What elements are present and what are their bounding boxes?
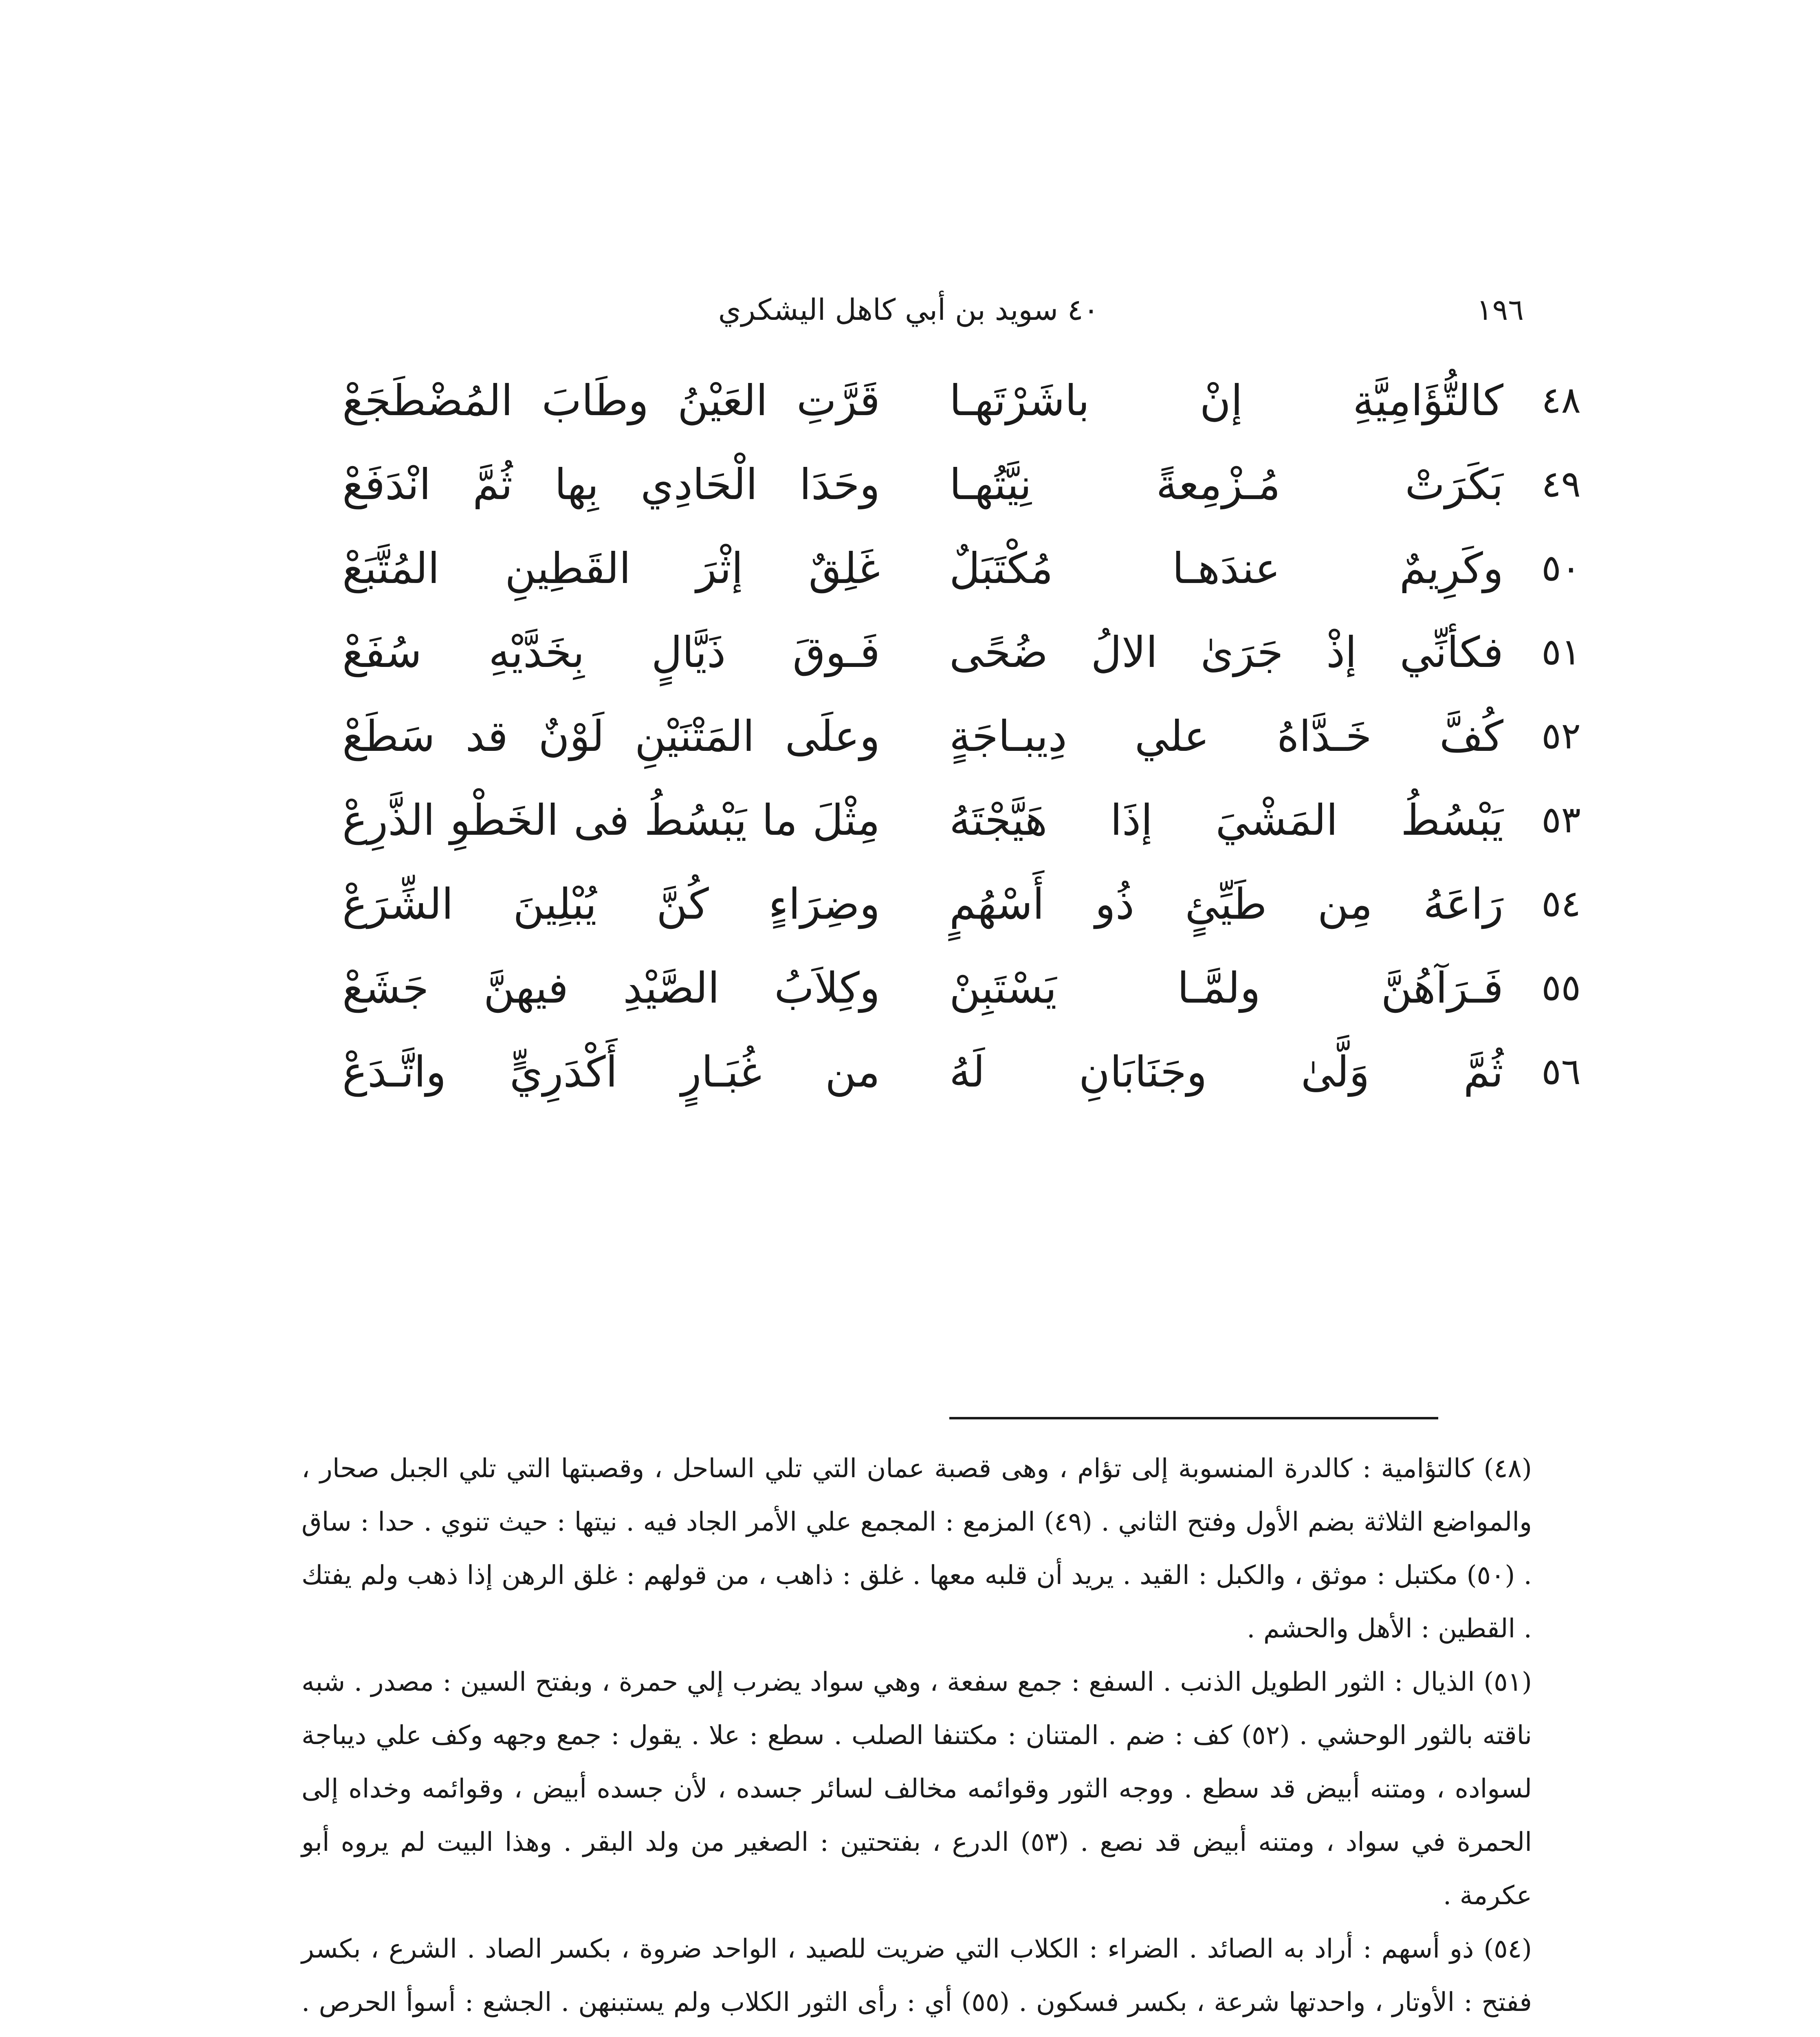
first-hemistich: كالتُّؤَامِيَّةِ إنْ باشَرْتَهـا xyxy=(949,376,1503,425)
verse-number: ٥٣ xyxy=(1541,799,1581,841)
second-hemistich: غَلِقٌ إثْرَ القَطِينِ المُتَّبَعْ xyxy=(342,543,880,593)
verse-number: ٥١ xyxy=(1541,631,1581,673)
verse-54 xyxy=(342,862,1581,946)
first-hemistich: ثُمَّ وَلَّىٰ وجَنَابَانِ لَهُ xyxy=(949,1047,1503,1097)
footnote-paragraph: (٤٨) كالتؤامية : كالدرة المنسوبة إلى تؤام ، وهى قصبة عمان التي تلي الساحل ، وقصبتها التي تلي الجبل صحار ، والمواضع الثلاثة بضم الأول وفتح الثاني . (٤٩) المزمع : المجمع علي الأمر الجاد فيه . نيتها : حيث تنوي . حدا : ساق . (٥٠) مكتبل : موثق ، والكبل : القيد . يريد أن قلبه معها . غلق : ذاهب ، من قولهم : غلق الرهن إذا ذهب ولم يفتك . القطين : الأهل والحشم . xyxy=(301,1454,1532,1644)
running-head xyxy=(293,285,1524,334)
first-hemistich: بَكَرَتْ مُـزْمِعةً نِيَّتُهـا xyxy=(949,460,1503,509)
verse-number: ٥٤ xyxy=(1541,882,1581,925)
verse-number: ٥٦ xyxy=(1541,1050,1581,1093)
verse-49 xyxy=(342,442,1581,526)
first-hemistich: وكَرِيمٌ عندَهـا مُكْتَبَلٌ xyxy=(949,543,1503,593)
footnote-paragraph: (٥٤) ذو أسهم : أراد به الصائد . الضراء : الكلاب التي ضريت للصيد ، الواحد ضروة ، بكسر الصاد . الشرع ، بكسر ففتح : الأوتار ، واحدتها شرعة ، بكسر فسكون . (٥٥) أي : رأى الثور الكلاب ولم يستبنهن . الجشع : أسوأ الحرص . xyxy=(301,1934,1532,2017)
verse-number: ٥٢ xyxy=(1541,715,1581,757)
second-hemistich: قَرَّتِ العَيْنُ وطَابَ المُضْطَجَعْ xyxy=(342,376,880,425)
verse-48 xyxy=(342,359,1581,442)
second-hemistich: وعلَى المَتْنَيْنِ لَوْنٌ قد سَطَعْ xyxy=(342,711,880,761)
verse-number: ٤٨ xyxy=(1541,379,1581,422)
second-hemistich: وضِرَاءٍ كُنَّ يُبْلِينَ الشِّرَعْ xyxy=(342,879,880,929)
first-hemistich: كُفَّ خَـدَّاهُ علي دِيبـاجَةٍ xyxy=(949,711,1503,761)
verse-56 xyxy=(342,1030,1581,1114)
first-hemistich: فَـرَآهُنَّ ولمَّـا يَسْتَبِنْ xyxy=(949,963,1503,1013)
first-hemistich: رَاعَهُ مِن طَيِّئٍ ذُو أَسْهُمٍ xyxy=(949,879,1503,929)
verse-number: ٤٩ xyxy=(1541,463,1581,506)
page-title: ٤٠ سويد بن أبي كاهل اليشكري xyxy=(718,293,1099,327)
verse-55 xyxy=(342,946,1581,1030)
verse-number: ٥٠ xyxy=(1541,547,1581,590)
page-number: ١٩٦ xyxy=(1476,293,1524,327)
footnote-paragraph: (٥١) الذيال : الثور الطويل الذنب . السفع : جمع سفعة ، وهي سواد يضرب إلي حمرة ، وبفتح السين : مصدر . شبه ناقته بالثور الوحشي . (٥٢) كف : ضم . المتنان : مكتنفا الصلب . سطع : علا . يقول : جمع وجهه وكف علي ديباجة لسواده ، ومتنه أبيض قد سطع . ووجه الثور وقوائمه مخالف لسائر جسده ، لأن جسده أبيض ، وقوائمه وخداه إلى الحمرة في سواد ، ومتنه أبيض قد نصع . (٥٣) الدرع ، بفتحتين : الصغير من ولد البقر . وهذا البيت لم يروه أبو عكرمة . xyxy=(301,1667,1532,1911)
verse-50 xyxy=(342,526,1581,610)
verse-51 xyxy=(342,610,1581,694)
second-hemistich: وكِلاَبُ الصَّيْدِ فيهنَّ جَشَعْ xyxy=(342,963,880,1013)
poem xyxy=(342,359,1581,1114)
second-hemistich: من غُبَـارٍ أَكْدَرِيٍّ واتَّـدَعْ xyxy=(342,1047,880,1097)
footnotes xyxy=(301,1442,1532,2037)
first-hemistich: يَبْسُطُ المَشْيَ إذَا هَيَّجْتَهُ xyxy=(949,795,1503,845)
footnote-separator xyxy=(949,1417,1438,1419)
second-hemistich: فَـوقَ ذَيَّالٍ بِخَدَّيْهِ سُفَعْ xyxy=(342,627,880,677)
second-hemistich: مِثْلَ ما يَبْسُطُ فى الخَطْوِ الذَّرِعْ xyxy=(342,795,880,845)
verse-52 xyxy=(342,694,1581,778)
verse-number: ٥٥ xyxy=(1541,966,1581,1009)
second-hemistich: وحَدَا الْحَادِي بِها ثُمَّ انْدَفَعْ xyxy=(342,460,880,509)
first-hemistich: فكأنِّي إذْ جَرَىٰ الالُ ضُحًى xyxy=(949,627,1503,677)
verse-53 xyxy=(342,778,1581,862)
